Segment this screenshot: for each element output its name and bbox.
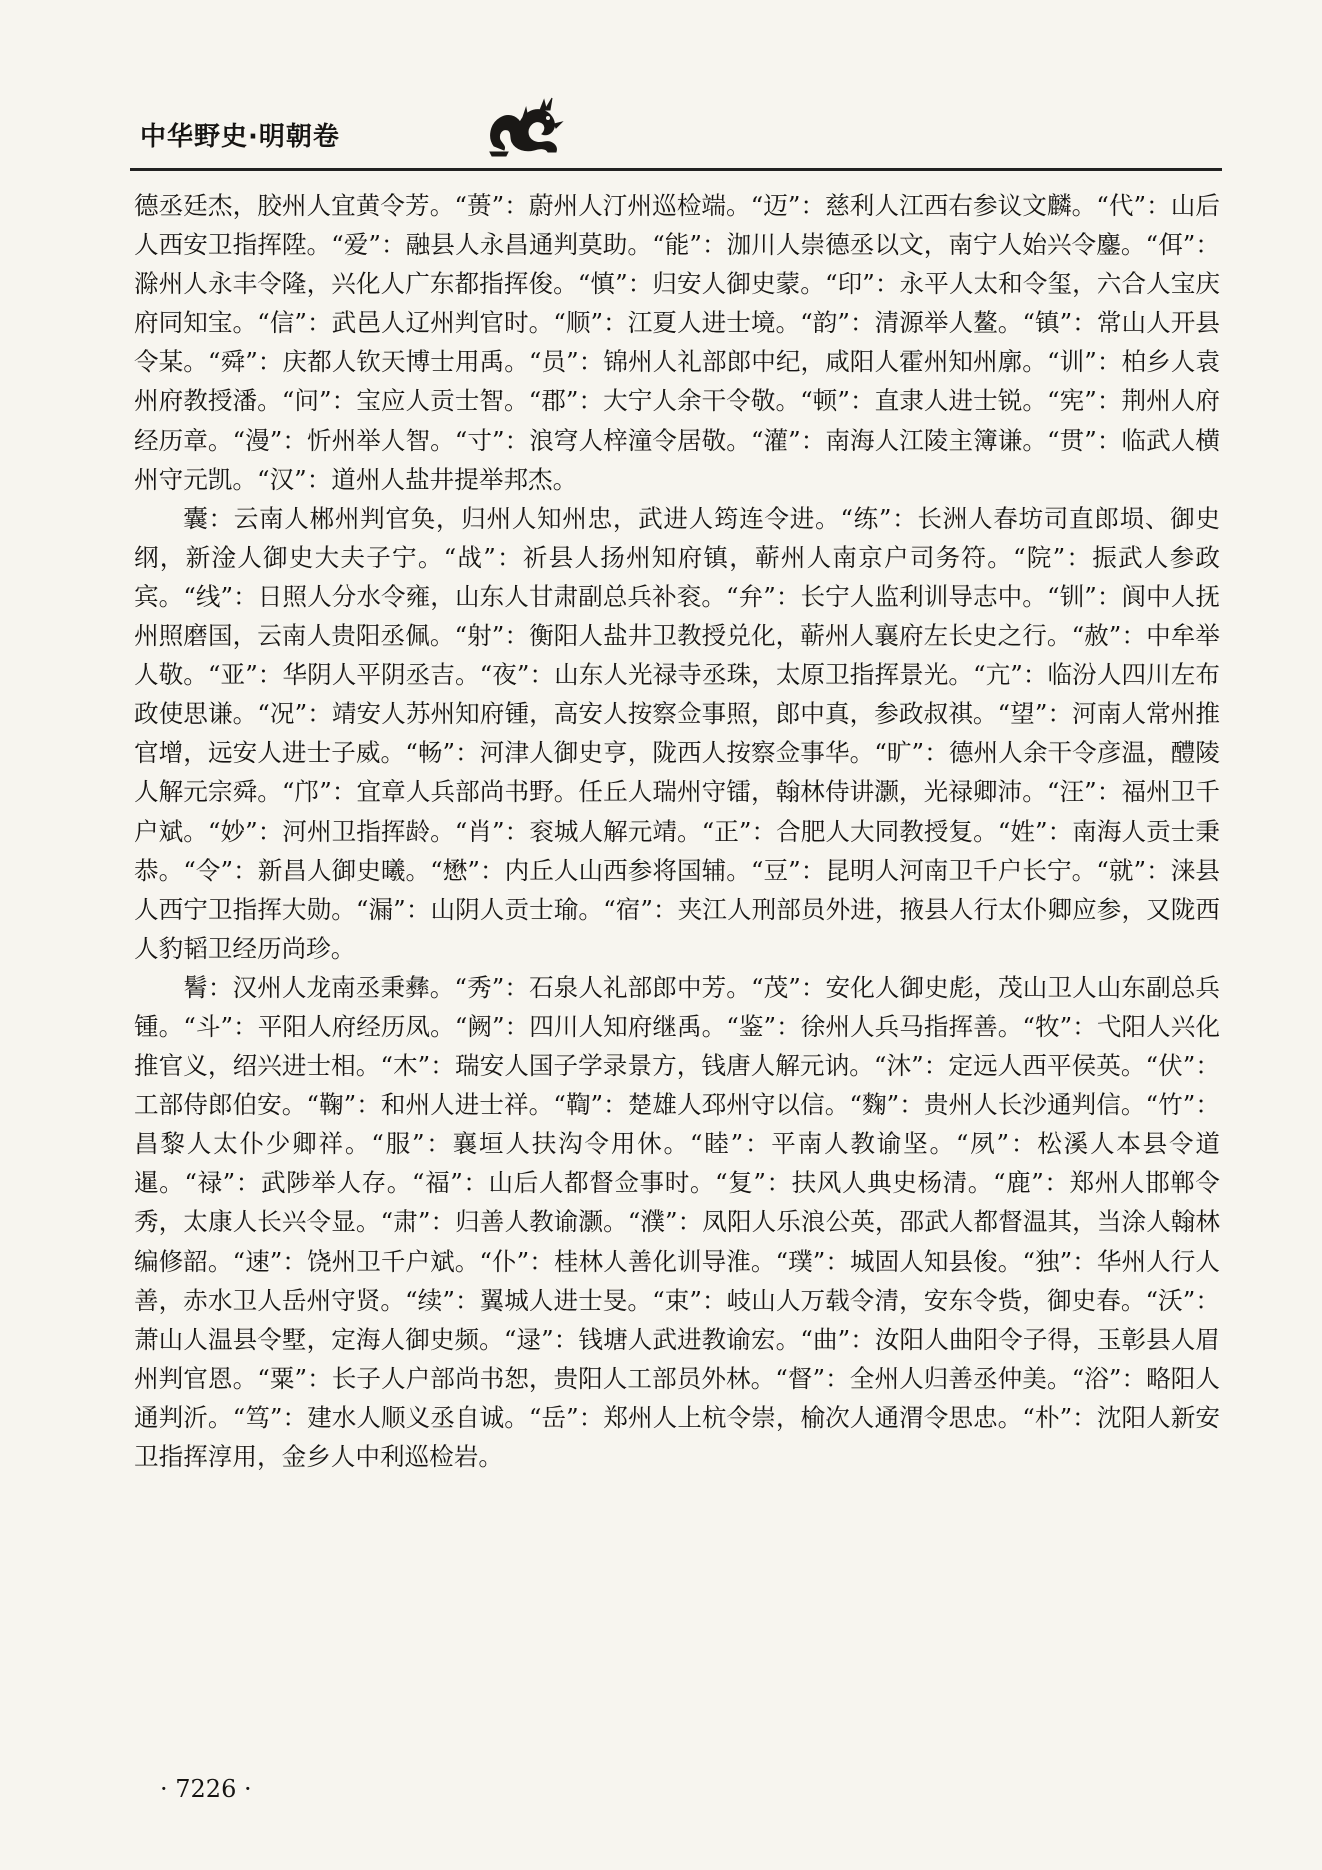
- paragraph-3: 鬌：汉州人龙南丞秉彝。“秀”：石泉人礼部郎中芳。“茂”：安化人御史彪，茂山卫人山东副总兵锺。“斗”：平阳人府经历凤。“阙”：四川人知府继禹。“鉴”：徐州人兵马指挥善。“牧”：弋阳人兴化推官义，绍兴进士相。“木”：瑞安人国子学录景方，钱唐人解元讷。“沐”：定远人西平侯英。“伏”：工部侍郎伯安。“鞠”：和州人进士祥。“鞫”：楚雄人邳州守以信。“麴”：贵州人长沙通判信。“竹”：昌黎人太仆少卿祥。“服”：襄垣人扶沟令用休。“睦”：平南人教谕坚。“夙”：松溪人本县令道暹。“禄”：武陟举人存。“福”：山后人都督佥事时。“复”：扶风人典史杨清。“鹿”：郑州人邯郸令秀，太康人长兴令显。“肃”：归善人教谕灏。“濮”：凤阳人乐浪公英，邵武人都督温其，当涂人翰林编修韶。“速”：饶州卫千户斌。“仆”：桂林人善化训导淮。“璞”：城固人知县俊。“独”：华州人行人善，赤水卫人岳州守贤。“续”：翼城人进士旻。“束”：岐山人万载令清，安东令赀，御史春。“沃”：萧山人温县令墅，定海人御史频。“逯”：钱塘人武进教谕宏。“曲”：汝阳人曲阳令子得，玉彰县人眉州判官恩。“粟”：长子人户部尚书恕，贵阳人工部员外林。“督”：全州人归善丞仲美。“浴”：略阳人通判沂。“笃”：建水人顺义丞自诚。“岳”：郑州人上杭令崇，榆次人通渭令思忠。“朴”：沈阳人新安卫指挥淳用，金乡人中利巡检岩。: [134, 972, 1220, 1471]
- header-title: 中华野史·明朝卷: [140, 122, 340, 152]
- paragraph-1: 德丞廷杰，胶州人宜黄令芳。“蒉”：蔚州人汀州巡检端。“迈”：慈利人江西右参议文麟。“代”：山后人西安卫指挥陞。“爱”：融县人永昌通判莫助。“能”：泇川人崇德丞以文，南宁人始兴令鏖。“佴”：滁州人永丰令隆，兴化人广东都指挥俊。“慎”：归安人御史蒙。“印”：永平人太和令玺，六合人宝庆府同知宝。“信”：武邑人辽州判官时。“顺”：江夏人进士境。“韵”：清源举人鳌。“镇”：常山人开县令某。“舜”：庆都人钦天博士用禹。“员”：锦州人礼部郎中纪，咸阳人霍州知州廓。“训”：柏乡人袁州府教授潘。“问”：宝应人贡士智。“郡”：大宁人余干令敬。“顿”：直隶人进士锐。“宪”：荆州人府经历章。“漫”：忻州举人智。“寸”：浪穹人梓潼令居敬。“灌”：南海人江陵主簿谦。“贯”：临武人横州守元凯。“汉”：道州人盐井提举邦杰。: [134, 191, 1220, 494]
- page-header: [130, 88, 1222, 168]
- dragon-icon: [482, 94, 564, 160]
- page-number: · 7226 ·: [160, 1775, 252, 1803]
- page-body: [134, 186, 1220, 1476]
- paragraph-2: 囊：云南人郴州判官奂，归州人知州忠，武进人筠连令进。“练”：长洲人春坊司直郎埙、御史纲，新淦人御史大夫子宁。“战”：祈县人扬州知府镇，蕲州人南京户司务符。“院”：振武人参政宾。“线”：日照人分水令雍，山东人甘肃副总兵补衮。“弁”：长宁人监利训导志中。“钏”：阆中人抚州照磨国，云南人贵阳丞佩。“射”：衡阳人盐井卫教授兑化，蕲州人襄府左长史之行。“赦”：中牟举人敬。“亚”：华阴人平阴丞吉。“夜”：山东人光禄寺丞珠，太原卫指挥景光。“亢”：临汾人四川左布政使思谦。“况”：靖安人苏州知府锺，高安人按察佥事照，郎中真，参政叔祺。“望”：河南人常州推官增，远安人进士子威。“畅”：河津人御史亨，陇西人按察佥事华。“旷”：德州人余干令彦温，醴陵人解元宗舜。“邝”：宜章人兵部尚书野。任丘人瑞州守镭，翰林侍讲灏，光禄卿沛。“汪”：福州卫千户斌。“妙”：河州卫指挥龄。“肖”：衮城人解元靖。“正”：合肥人大同教授复。“姓”：南海人贡士秉恭。“令”：新昌人御史曦。“懋”：内丘人山西参将国辅。“豆”：昆明人河南卫千户长宁。“就”：涞县人西宁卫指挥大勋。“漏”：山阴人贡士瑜。“宿”：夹江人刑部员外进，掖县人行太仆卿应参，又陇西人豹韬卫经历尚珍。: [134, 503, 1220, 963]
- header-rule: [130, 168, 1222, 171]
